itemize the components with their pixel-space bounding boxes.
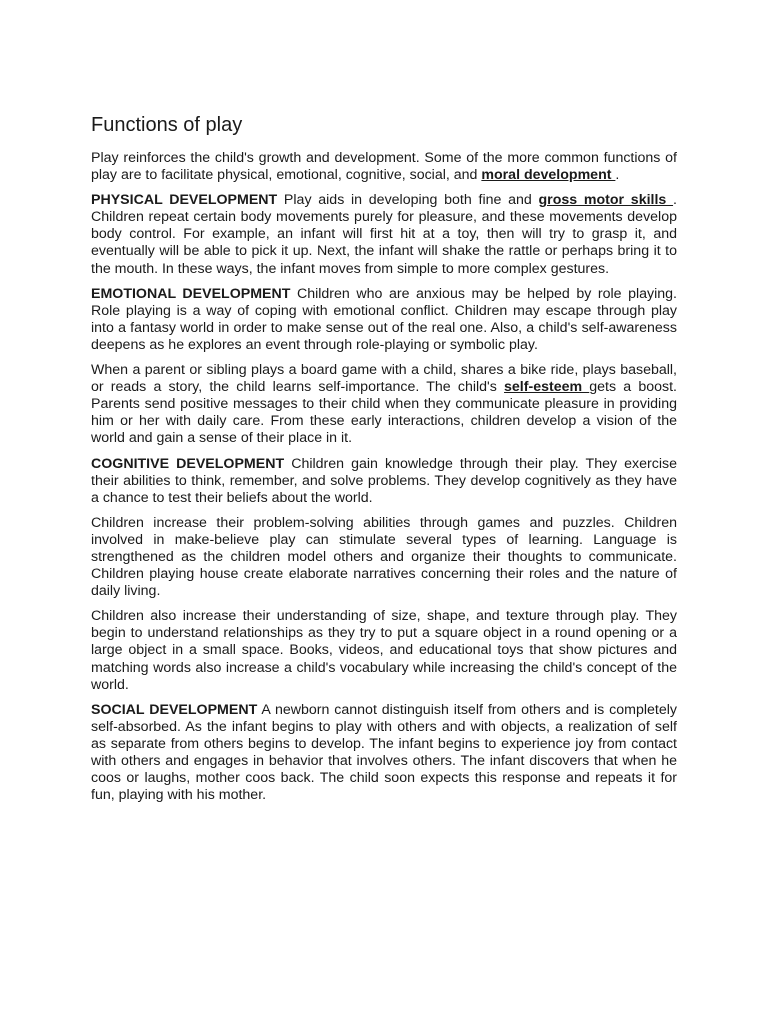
cognitive-heading: COGNITIVE DEVELOPMENT bbox=[91, 455, 285, 472]
intro-end: . bbox=[615, 167, 620, 184]
social-text: A newborn cannot distinguish itself from others and is completely self-absorbed. As the infant begins to play with others and with objects, a realization of self as separate from others begins to develop. The infant begins to experience joy from contact with others and engages in behavior that involves others. The infant discovers that when he coos or laughs, mother coos back. The child soon expects this response and repeats it for fun, playing with his mother. bbox=[91, 701, 677, 804]
cognitive-text: Children gain knowledge through their play. They exercise their abilities to think, remember, and solve problems. They develop cognitively as they have a chance to test their beliefs about the world. bbox=[91, 455, 677, 506]
physical-text-2: . Children repeat certain body movements purely for pleasure, and these movements develop body control. For example, an infant will first hit at a toy, then will try to grasp it, and eventually will be able to pick it up. Next, the infant will shake the rattle or perhaps bring it to the mouth. In these ways, the infant moves from simple to more complex gestures. bbox=[91, 192, 677, 277]
intro-paragraph bbox=[91, 150, 677, 184]
self-esteem-link[interactable]: self-esteem bbox=[504, 379, 590, 396]
intro-text: Play reinforces the child's growth and development. Some of the more common functions of play are to facilitate physical, emotional, cognitive, social, and bbox=[91, 150, 677, 184]
social-paragraph bbox=[91, 702, 677, 805]
emotional-p2-text-2: gets a boost. Parents send positive messages to their child when they communicate pleasure in providing him or her with daily care. From these early interactions, children develop a vision of the world and gain a sense of their place in it. bbox=[91, 379, 677, 447]
moral-development-link[interactable]: moral development bbox=[481, 167, 616, 184]
gross-motor-skills-link[interactable]: gross motor skills bbox=[538, 192, 674, 209]
cognitive-paragraph-2: Children increase their problem-solving abilities through games and puzzles. Children involved in make-believe play can stimulate several types of learning. Language is strengthened as the children model others and organize their thoughts to communicate. Children playing house create elaborate narratives concerning their roles and the nature of daily living. bbox=[91, 514, 677, 600]
page-title: Functions of play bbox=[91, 114, 243, 136]
physical-paragraph bbox=[91, 192, 677, 277]
cognitive-paragraph-3: Children also increase their understanding of size, shape, and texture through play. They begin to understand relationships as they try to put a square object in a round opening or a large object in a small space. Books, videos, and educational toys that show pictures and matching words also increase a child's vocabulary while increasing the child's concept of the world. bbox=[91, 608, 677, 693]
emotional-heading: EMOTIONAL DEVELOPMENT bbox=[91, 285, 291, 302]
emotional-text: Children who are anxious may be helped by role playing. Role playing is a way of coping with emotional conflict. Children may escape through play into a fantasy world in order to make sense out of the real one. Also, a child's self-awareness deepens as he explores an event through role-playing or symbolic play. bbox=[91, 285, 678, 353]
emotional-paragraph-2 bbox=[91, 362, 677, 447]
emotional-p2-text-1: When a parent or sibling plays a board game with a child, shares a bike ride, plays baseball, or reads a story, the child learns self-importance. The child's bbox=[91, 362, 677, 396]
cognitive-paragraph bbox=[91, 456, 677, 507]
physical-heading: PHYSICAL DEVELOPMENT bbox=[91, 192, 278, 209]
emotional-paragraph bbox=[91, 286, 677, 354]
document-page bbox=[91, 112, 677, 812]
social-heading: SOCIAL DEVELOPMENT bbox=[91, 701, 258, 718]
physical-text-1: Play aids in developing both fine and bbox=[277, 192, 539, 209]
